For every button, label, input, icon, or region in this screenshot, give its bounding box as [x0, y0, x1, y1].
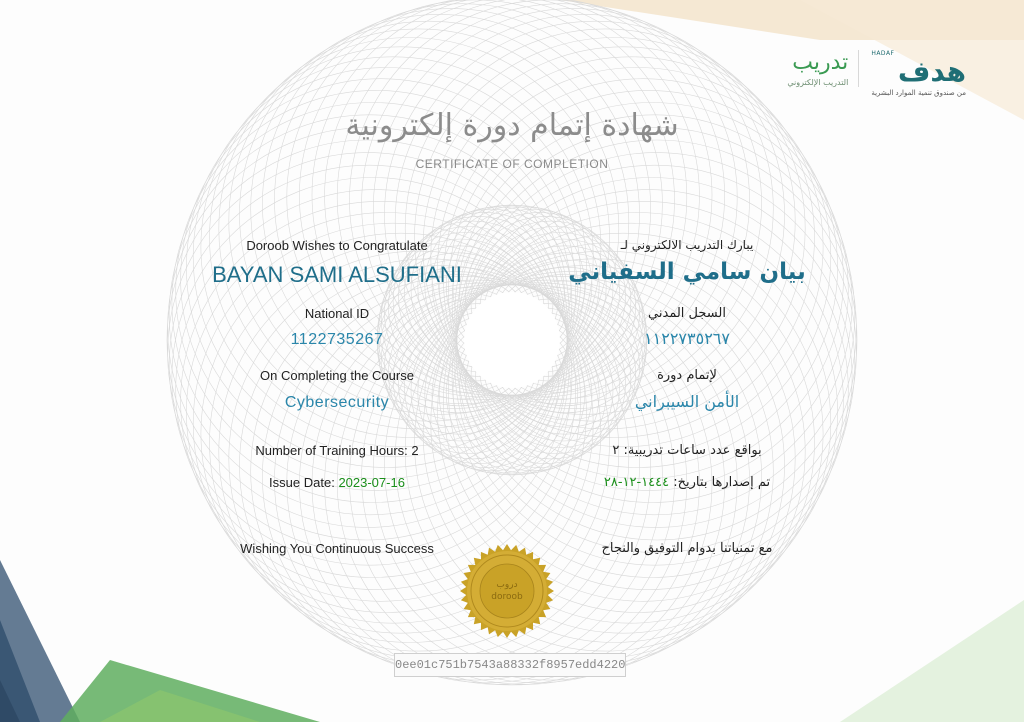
arabic-column [537, 0, 837, 722]
english-column [187, 0, 487, 722]
course-label-ar: لإتمام دورة [657, 368, 717, 383]
course-name-en: Cybersecurity [284, 394, 390, 411]
training-hours-en: Number of Training Hours: 2 [255, 443, 419, 458]
recipient-name-en: BAYAN SAMI ALSUFIANI [212, 262, 462, 287]
hadaf-logo-sub: من صندوق تنمية الموارد البشرية [871, 89, 966, 97]
seal-arabic-text: دروب [496, 580, 518, 590]
issue-date-row-en [187, 475, 487, 490]
seal-text: doroob [491, 592, 523, 602]
wish-text-ar: مع تمنياتنا بدوام التوفيق والنجاح [601, 541, 773, 556]
training-hours-ar: بواقع عدد ساعات تدريبية: ٢ [612, 443, 762, 458]
tadreeb-logo-name: تدريب [792, 50, 849, 75]
national-id-value-ar: ١١٢٢٧٣٥٢٦٧ [644, 329, 730, 348]
issue-date-value-ar: ١٤٤٤-١٢-٢٨ [603, 475, 670, 490]
national-id-label-en: National ID [304, 306, 370, 321]
recipient-name-ar: بيان سامي السفياني [568, 259, 806, 285]
tadreeb-logo-sub: التدريب الإلكتروني [787, 78, 849, 87]
hadaf-logo-name: هدف [897, 55, 966, 88]
certificate-title-english: CERTIFICATE OF COMPLETION [415, 157, 609, 171]
congrats-text-en: Doroob Wishes to Congratulate [246, 238, 428, 253]
hadaf-logo-en: HADAF [871, 50, 895, 57]
course-name-ar: الأمن السيبراني [634, 392, 740, 411]
national-id-value-en: 1122735267 [290, 331, 384, 348]
certificate-title-arabic: شهادة إتمام دورة إلكترونية [345, 108, 679, 143]
verification-hash[interactable]: 0ee01c751b7543a88332f8957edd4220 [394, 653, 626, 677]
national-id-label-ar: السجل المدني [648, 306, 726, 321]
issue-date-value-en: 2023-07-16 [338, 475, 405, 490]
congrats-text-ar: يبارك التدريب الالكتروني لـ [620, 238, 754, 252]
issue-date-label-en: Issue Date: [269, 475, 335, 490]
course-label-en: On Completing the Course [260, 368, 414, 383]
issue-date-label-ar: تم إصدارها بتاريخ: [673, 475, 771, 490]
gold-seal [459, 543, 555, 639]
issue-date-row-ar [537, 475, 837, 490]
wish-text-en: Wishing You Continuous Success [240, 541, 434, 556]
hadaf-logo [871, 50, 966, 97]
